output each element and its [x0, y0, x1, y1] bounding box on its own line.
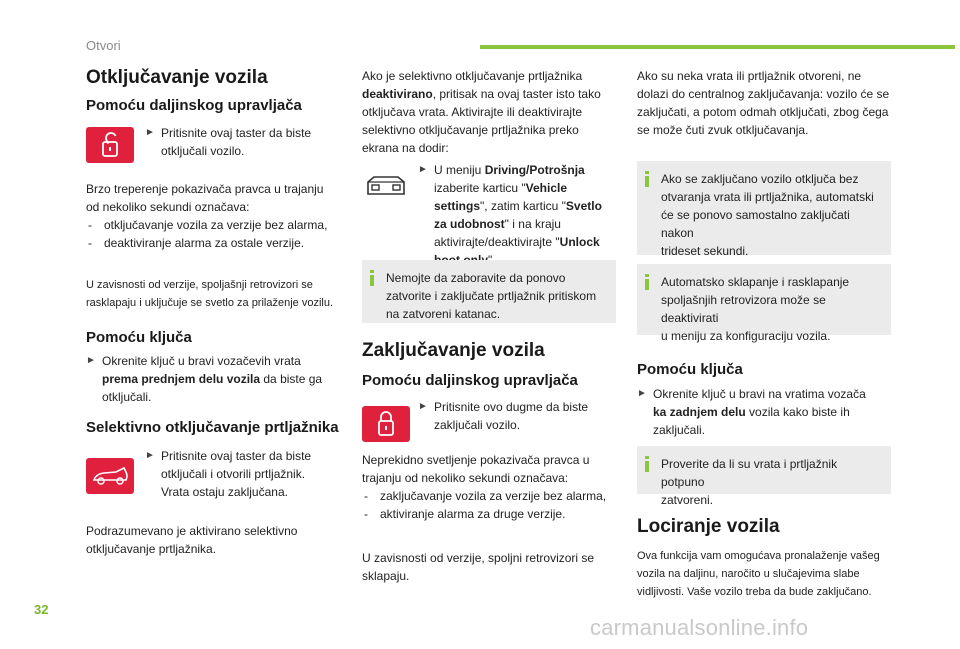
car-boot-icon [86, 458, 134, 494]
unlock-button-illustration [86, 127, 134, 163]
arrow-icon: ► [86, 355, 96, 366]
note-check-closed: Proverite da li su vrata i prtljažnik potpuno zatvoreni. [637, 446, 891, 494]
lock-key-heading: Pomoću ključa [637, 361, 743, 378]
arrow-icon: ► [637, 388, 647, 399]
locate-paragraph: Ova funkcija vam omogućava pronalaženje vašeg vozila na daljinu, naročito u slučajevima slabe vidljivosti. Vaše vozilo treba da bude zaključano. [637, 550, 880, 598]
page-number: 32 [34, 602, 49, 617]
selective-bullet: ► Pritisnite ovaj taster da biste otključali i otvorili prtljažnik. Vrata ostaju zaključana. [145, 449, 312, 499]
flash-paragraph: Brzo treperenje pokazivača pravca u trajanju od nekoliko sekundi označava: [86, 182, 324, 214]
lock-flash-list: - zaključavanje vozila za verzije bez alarma, - aktiviranje alarma za druge verzije. [362, 487, 606, 523]
lock-mirror-paragraph: U zavisnosti od verzije, spoljni retrovizori se sklapaju. [362, 551, 595, 583]
remote-bullet: ► Pritisnite ovaj taster da biste otključali vozilo. [145, 126, 312, 158]
locate-title: Lociranje vozila [637, 516, 780, 537]
note-mirrors: Automatsko sklapanje i rasklapanje spoljašnjih retrovizora može se deaktivirati u meniju za konfiguraciju vozila. [637, 264, 891, 335]
lock-remote-heading: Pomoću daljinskog upravljača [362, 372, 578, 389]
info-icon [645, 456, 649, 472]
menu-bullet: ► U meniju Driving/Potrošnja izaberite karticu "Vehicle settings", zatim karticu "Svetlo za udobnost" i na kraju aktivirajte/deaktivirajte "Unlock [418, 163, 602, 249]
arrow-icon: ► [418, 401, 428, 412]
info-icon [645, 171, 649, 187]
lock-flash-paragraph: Neprekidno svetljenje pokazivača pravca u trajanju od nekoliko sekundi označava: [362, 453, 590, 485]
lock-title: Zaključavanje vozila [362, 340, 545, 361]
default-paragraph: Podrazumevano je aktivirano selektivno otključavanje prtljažnika. [86, 524, 298, 556]
section-label: Otvori [86, 38, 121, 53]
arrow-icon: ► [418, 164, 428, 175]
flash-list: - otključavanje vozila za verzije bez alarma, - deaktiviranje alarma za ostale verzije. [86, 216, 327, 252]
dashboard-illustration [362, 168, 410, 204]
key-bullet: ► Okrenite ključ u bravi vozačevih vrata prema prednjem delu vozila da biste ga otključali. [86, 354, 323, 404]
boot-button-illustration [86, 458, 134, 494]
accent-bar [480, 45, 955, 49]
remote-heading: Pomoću daljinskog upravljača [86, 97, 302, 114]
info-icon [645, 274, 649, 290]
selective-heading: Selektivno otključavanje prtljažnika [86, 419, 339, 436]
unlock-padlock-icon [86, 127, 134, 163]
lock-bullet: ► Pritisnite ovo dugme da biste zaključali vozilo. [418, 400, 589, 432]
info-icon [370, 270, 374, 286]
mirror-paragraph: U zavisnosti od verzije, spoljašnji retrovizori se rasklapaju i uključuje se svetlo za prilaženje vozilu. [86, 279, 334, 309]
unlock-title: Otključavanje vozila [86, 67, 268, 88]
selective-info-paragraph: Ako je selektivno otključavanje prtljažnika deaktivirano, pritisak na ovaj taster isto tako otključava vrata. Aktivirajte ili deaktivirajte selektivno otključavanje prtljažnika preko ekrana na dodir: [362, 69, 601, 155]
lock-button-illustration [362, 406, 410, 442]
watermark: carmanualsonline.info [590, 615, 809, 640]
lock-key-bullet: ► Okrenite ključ u bravi na vratima vozača ka zadnjem delu vozila kako biste ih zaključali. [637, 387, 866, 437]
car-dashboard-icon [362, 168, 410, 204]
key-heading: Pomoću ključa [86, 329, 192, 346]
arrow-icon: ► [145, 127, 155, 138]
lock-padlock-icon [362, 406, 410, 442]
note-auto-relock: Ako se zaključano vozilo otključa bez otvaranja vrata ili prtljažnika, automatski će se ponovo samostalno zaključati nakon trideset sekundi. [637, 161, 891, 255]
arrow-icon: ► [145, 450, 155, 461]
note-close-boot: Nemojte da zaboravite da ponovo zatvorite i zaključate prtljažnik pritiskom na zatvoreni katanac. [362, 260, 616, 323]
central-lock-paragraph: Ako su neka vrata ili prtljažnik otvoreni, ne dolazi do centralnog zaključavanja: vozilo će se zaključati, a potom odmah otključati, zbog čega se može čuti zvuk otključavanja. [637, 69, 890, 137]
